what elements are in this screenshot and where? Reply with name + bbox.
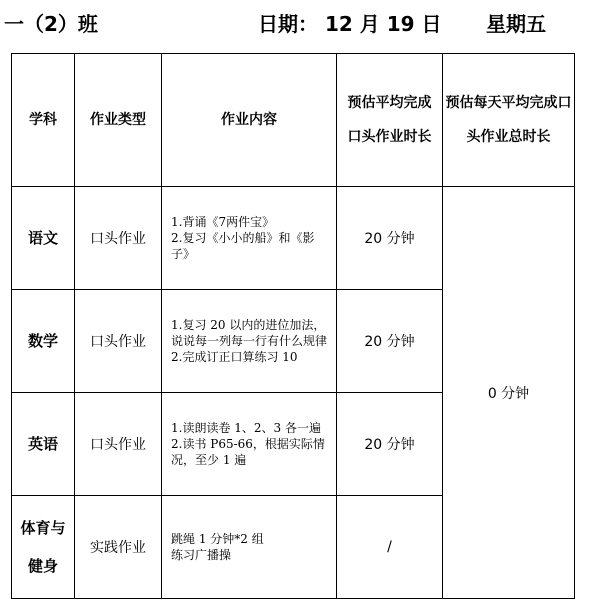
subject-cell: 体育与健身 <box>12 496 75 599</box>
content-cell <box>162 290 337 393</box>
document-header <box>0 6 591 38</box>
total-duration-cell: 0 分钟 <box>443 187 575 599</box>
table-row <box>12 187 575 290</box>
content-line: 1.复习 20 以内的进位加法，说说每一列每一行有什么规律 <box>171 318 328 348</box>
weekday: 星期五 <box>486 12 546 36</box>
header-duration: 预估平均完成口头作业时长 <box>337 54 443 187</box>
header-type: 作业类型 <box>75 54 162 187</box>
content-line: 2.复习《小小的船》和《影子》 <box>171 231 315 261</box>
type-cell: 实践作业 <box>75 496 162 599</box>
type-cell: 口头作业 <box>75 393 162 496</box>
duration-cell: 20 分钟 <box>337 290 443 393</box>
content-cell <box>162 187 337 290</box>
content-cell <box>162 393 337 496</box>
content-line: 1.读朗读卷 1、2、3 各一遍 <box>171 421 321 435</box>
duration-cell: 20 分钟 <box>337 393 443 496</box>
content-line: 2.完成订正口算练习 10 <box>171 350 298 364</box>
content-line: 练习广播操 <box>171 548 232 562</box>
header-content: 作业内容 <box>162 54 337 187</box>
class-name: 一（2）班 <box>4 12 98 36</box>
content-line: 2.读书 P65-66，根据实际情况，至少 1 遍 <box>171 437 325 467</box>
content-cell <box>162 496 337 599</box>
duration-cell: / <box>337 496 443 599</box>
header-subject: 学科 <box>12 54 75 187</box>
header-total-duration: 预估每天平均完成口头作业总时长 <box>443 54 575 187</box>
header-row <box>12 54 575 187</box>
date-label: 日期： 12 月 19 日 <box>258 12 442 36</box>
type-cell: 口头作业 <box>75 290 162 393</box>
subject-cell: 语文 <box>12 187 75 290</box>
homework-table <box>11 53 575 599</box>
type-cell: 口头作业 <box>75 187 162 290</box>
content-line: 跳绳 1 分钟*2 组 <box>171 532 264 546</box>
subject-cell: 数学 <box>12 290 75 393</box>
subject-cell: 英语 <box>12 393 75 496</box>
duration-cell: 20 分钟 <box>337 187 443 290</box>
content-line: 1.背诵《7两件宝》 <box>171 215 275 229</box>
